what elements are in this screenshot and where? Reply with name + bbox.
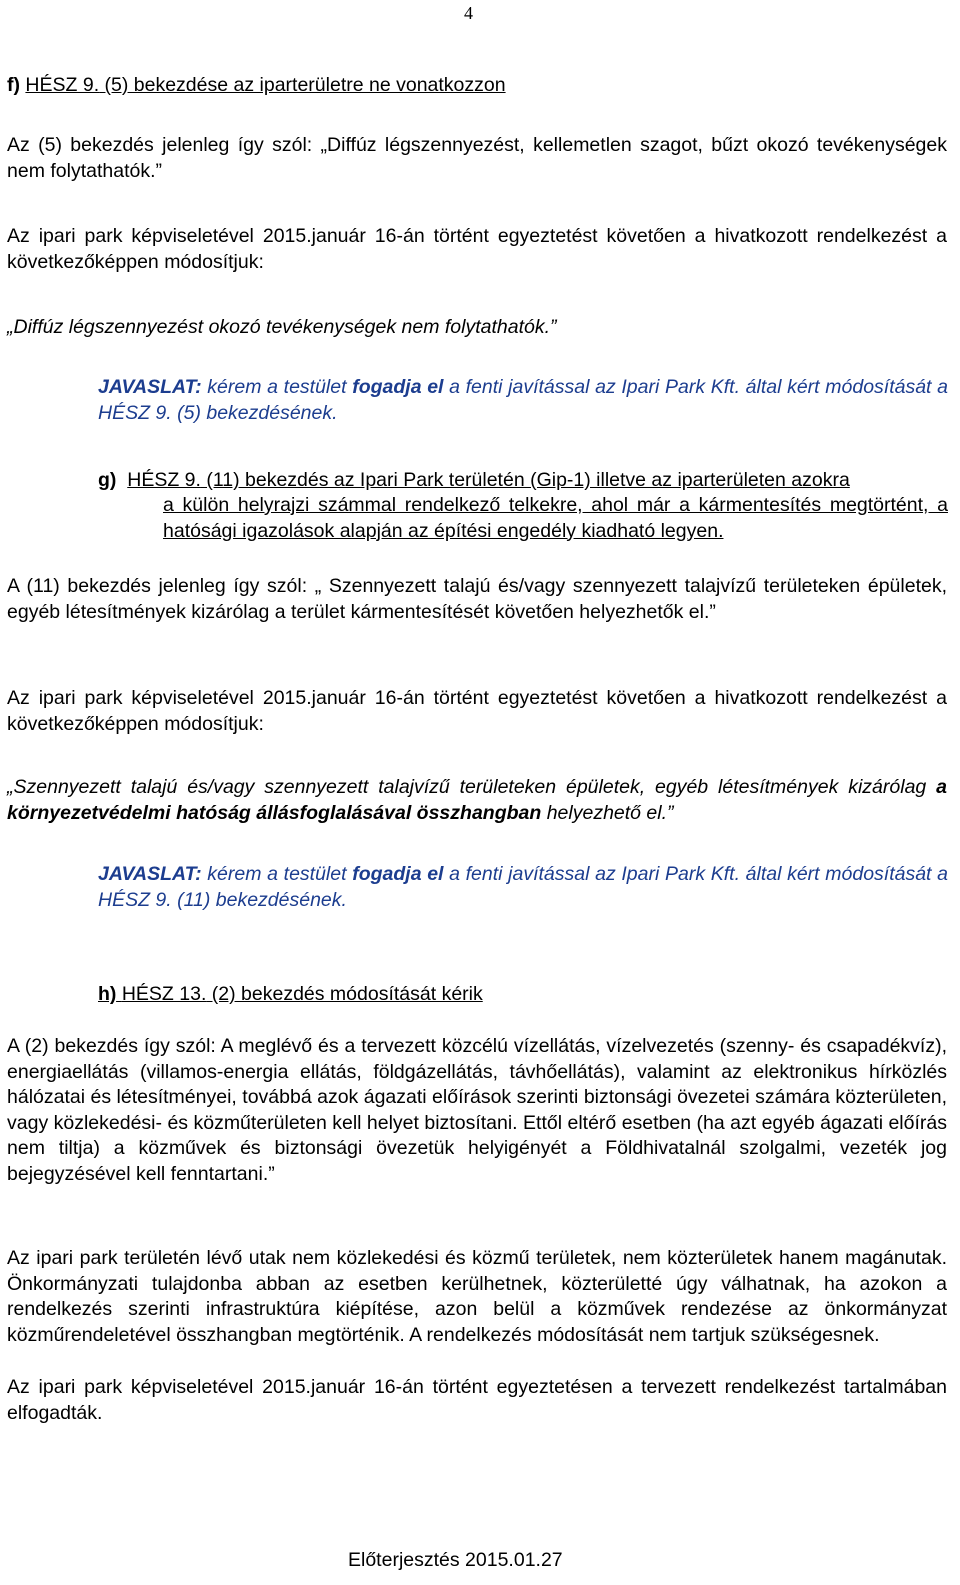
section-h-heading xyxy=(98,982,948,1008)
proposal-text-2: a fenti javítással az Ipari Park Kft. által kért módosítását a HÉSZ 9. xyxy=(98,376,948,424)
section-h-note-text: Az ipari park területén lévő utak nem közlekedési és közmű területek, nem közterületek hanem magánutak. Önkormányzati tulajdonba abban az esetben kerülhetnek, közterületté úgy válhatnak, ha azokon a rendelkezés szerinti infrastruktúra kiépítése, azon belül a közművek rendezése az önkormányzat közműrendeletével összhangban megtörténik. A rendelkezés módosítását nem tartjuk szükségesnek. xyxy=(7,1247,947,1346)
section-g-ref: HÉSZ 9. xyxy=(127,469,201,491)
section-f-consultation-text: Az ipari park képviseletével 2015.január 16-án történt egyeztetést követően a hivatkozott rendelkezést a következőképpen módosítjuk: xyxy=(7,225,947,273)
section-f-title: (5) bekezdése az iparterületre ne vonatkozzon xyxy=(99,74,506,96)
section-h-agreement-text: Az ipari park képviseletével 2015.január 16-án történt egyeztetésen a tervezett rendelkezést tartalmában elfogadták. xyxy=(7,1376,947,1424)
amended-pre: „Szennyezett talajú és/vagy szennyezett talajvízű területeken épületek, egyéb létesítmények kizárólag xyxy=(7,776,937,798)
section-f-label: f) xyxy=(7,74,20,96)
proposal-bold: fogadja el xyxy=(352,863,444,885)
section-g-proposal xyxy=(98,862,948,913)
amended-bold: a környezetvédelmi hatóság állásfoglalásával összhangban xyxy=(7,776,947,824)
section-g-amended-text xyxy=(7,775,947,826)
section-h-label: h) xyxy=(98,983,117,1005)
proposal-text-2: a fenti javítással az Ipari Park Kft. által kért módosítását a HÉSZ 9. xyxy=(98,863,948,911)
section-g-heading-rest: a külön helyrajzi számmal rendelkező telkekre, ahol már a kármentesítés megtörtént, a hatósági igazolások alapján az építési engedély kiadható legyen. xyxy=(163,494,948,542)
page-number: 4 xyxy=(464,3,473,23)
proposal-label: JAVASLAT: xyxy=(98,863,202,885)
section-g-title: (11) bekezdés az Ipari Park területén (Gip-1) illetve az iparterületen azokra xyxy=(200,469,850,491)
proposal-text: kérem a testület xyxy=(201,863,353,885)
section-h-current-text: A (2) bekezdés így szól: A meglévő és a tervezett közcélú vízellátás, vízelvezetés (szenny- és csapadékvíz), energiaellátás (villamos-energia ellátás, földgázellátás, távhőellátás), valamint az elektronikus hírközlés hálózatai és létesítményei, továbbá azok ágazati előírások szerinti biztonsági övezetei számára közterületen, vagy közlekedési- és közműterületen kell helyet biztosítani. Ettől eltérő esetben (ha azt egyéb ágazati előírás nem tiltja) a közművek és biztonsági övezetük helyigényét a Földhivatalnál szolgalmi, vezeték jog bejegyzésével kell fenntartani.” xyxy=(7,1035,947,1185)
section-h-ref: HÉSZ 13. xyxy=(121,983,207,1005)
proposal-tail: (5) bekezdésének. xyxy=(171,401,338,424)
section-f-amended-text: „Diffúz légszennyezést okozó tevékenységek nem folytathatók.” xyxy=(7,316,557,338)
section-f-current-text: Az (5) bekezdés jelenleg így szól: „Diffúz légszennyezést, kellemetlen szagot, bűzt okozó tevékenységek nem folytathatók.” xyxy=(7,134,947,182)
proposal-bold: fogadja el xyxy=(352,376,444,398)
section-h-title: (2) bekezdés módosítását kérik xyxy=(206,983,483,1005)
proposal-label: JAVASLAT: xyxy=(98,376,202,398)
section-f-proposal xyxy=(98,375,948,426)
section-g-label: g) xyxy=(98,469,117,491)
section-f-heading xyxy=(7,73,947,99)
footer: Előterjesztés 2015.01.27 xyxy=(348,1549,563,1571)
proposal-tail: (11) bekezdésének. xyxy=(171,888,347,911)
section-g-heading xyxy=(98,468,948,494)
proposal-text: kérem a testület xyxy=(201,376,353,398)
section-g-consultation-text: Az ipari park képviseletével 2015.január 16-án történt egyeztetést követően a hivatkozott rendelkezést a következőképpen módosítjuk: xyxy=(7,687,947,735)
amended-post: helyezhető el.” xyxy=(541,801,674,824)
section-g-current-text: A (11) bekezdés jelenleg így szól: „ Szennyezett talajú és/vagy szennyezett talajvízű területeken épületek, egyéb létesítmények kizárólag a terület kármentesítését követően helyezhetők el.” xyxy=(7,575,947,623)
section-f-ref: HÉSZ 9. xyxy=(25,74,100,96)
